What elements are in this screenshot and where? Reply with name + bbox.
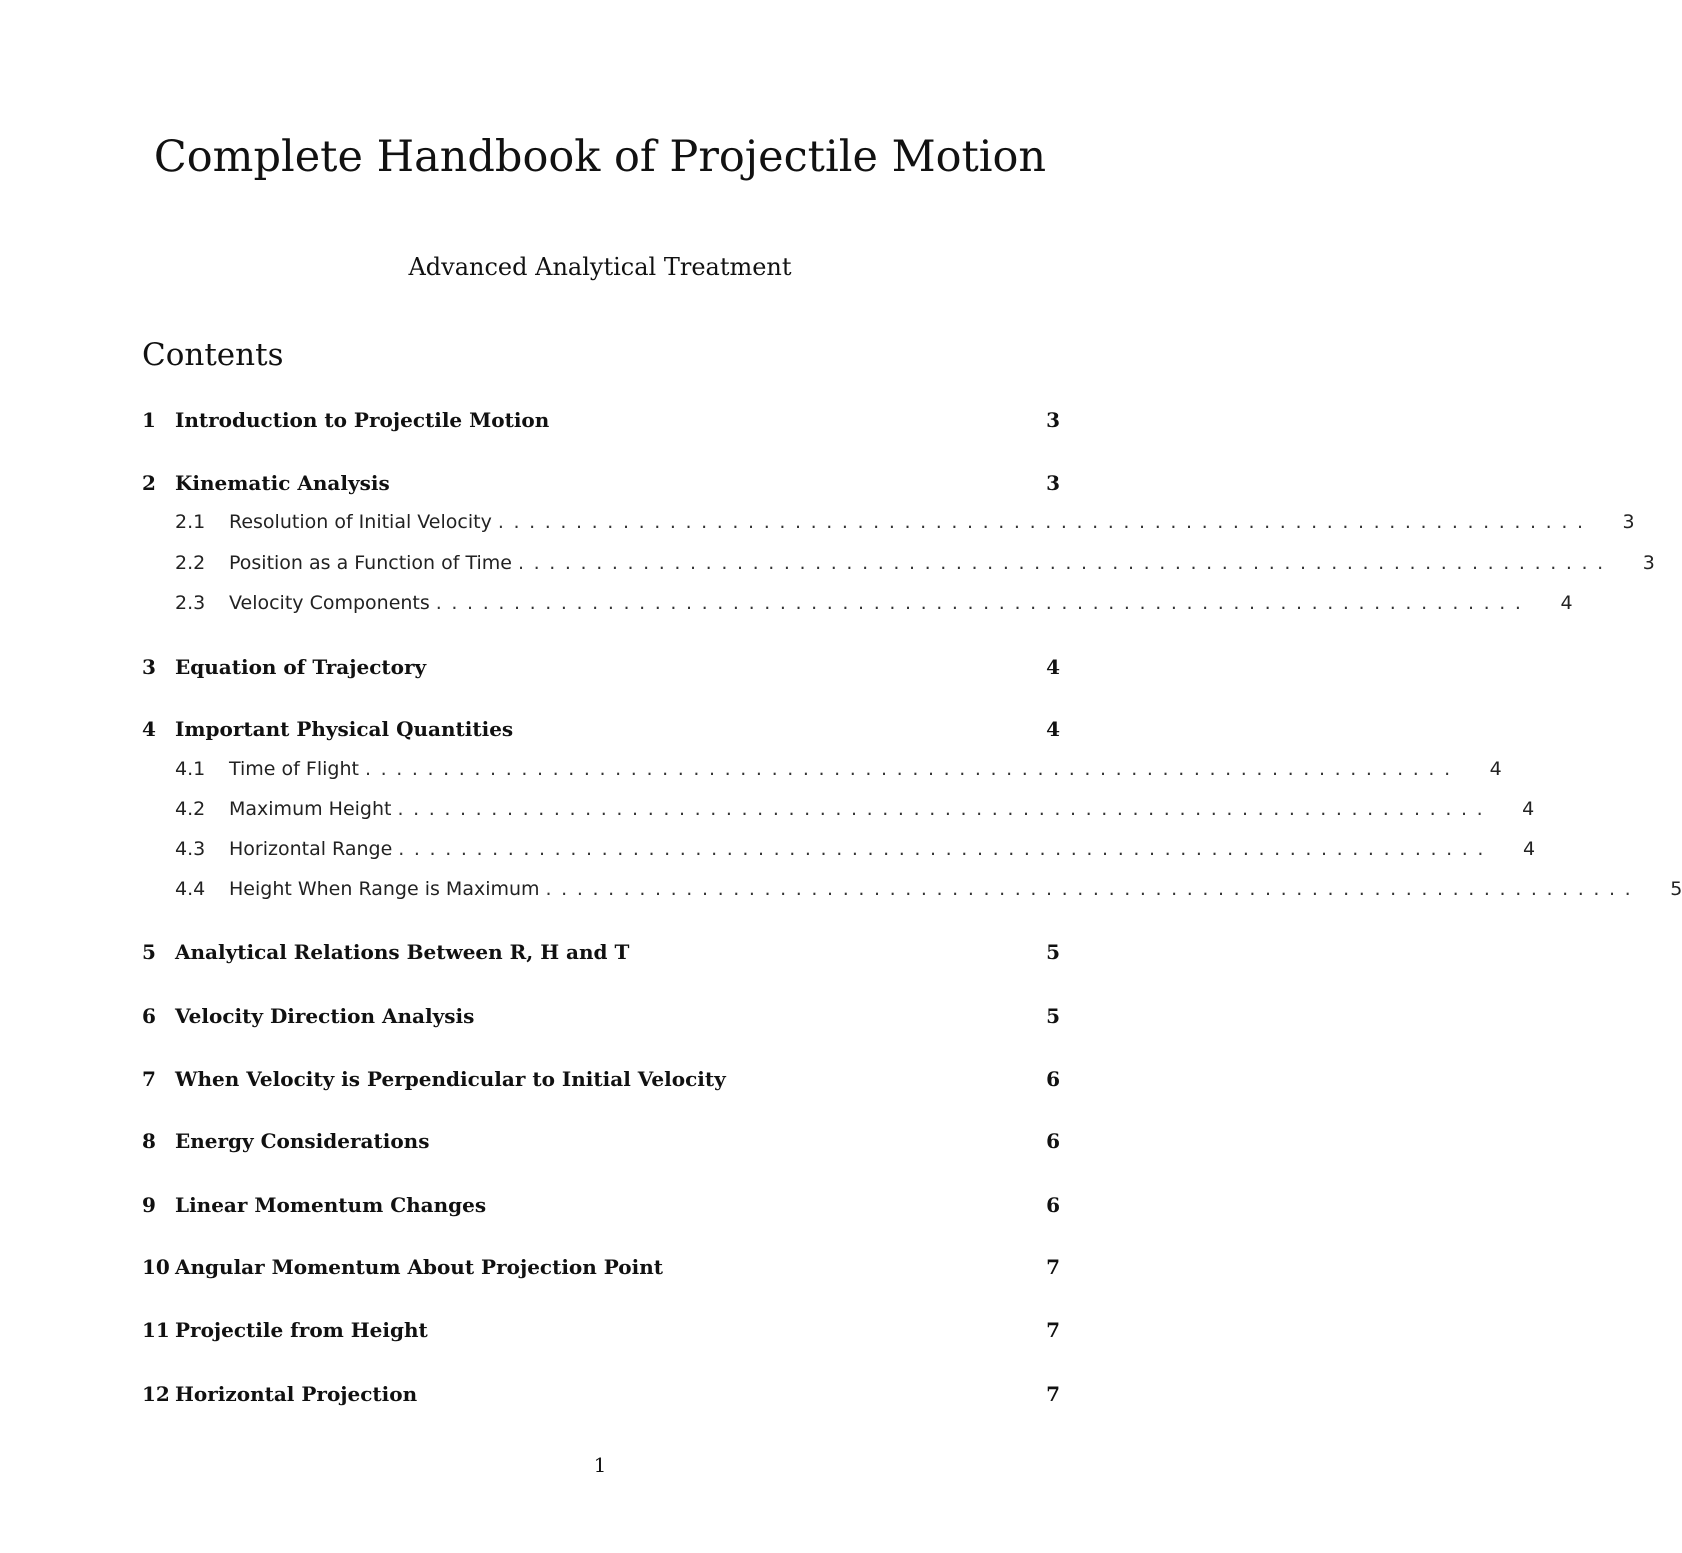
toc-entry-page: 7 (1046, 1382, 1060, 1406)
toc-entry-label: Kinematic Analysis (175, 471, 390, 495)
toc-entry-number: 2.3 (175, 592, 206, 614)
toc-entry-4-1[interactable] (142, 758, 1502, 786)
toc-entry-label: Linear Momentum Changes (175, 1193, 487, 1217)
document-title: Complete Handbook of Projectile Motion (153, 132, 1047, 182)
toc-entry-label: Maximum Height (229, 798, 392, 820)
toc-entry-label: Horizontal Projection (175, 1382, 418, 1406)
toc-entry-page: 4 (1522, 838, 1536, 860)
toc-entry-label: Angular Momentum About Projection Point (175, 1255, 663, 1279)
toc-entry-page: 4 (1560, 592, 1573, 614)
toc-entry-number: 5 (142, 940, 156, 964)
toc-entry-label: Analytical Relations Between R, H and T (175, 940, 630, 964)
contents-heading: Contents (142, 337, 284, 373)
toc-entry-page: 6 (1046, 1067, 1060, 1091)
toc-entry-number: 4.2 (175, 798, 206, 820)
toc-dot-leader: ...................................................................... (398, 838, 1494, 860)
toc-entry-number: 4.1 (175, 758, 206, 780)
page-number: 1 (593, 1453, 607, 1477)
toc-entry-number: 10 (142, 1255, 170, 1279)
toc-entry-3[interactable] (142, 655, 1060, 683)
toc-entry-number: 4.3 (175, 838, 206, 860)
toc-entry-5[interactable] (142, 940, 1060, 968)
toc-entry-8[interactable] (142, 1129, 1060, 1157)
toc-entry-page: 4 (1046, 717, 1060, 741)
toc-entry-6[interactable] (142, 1004, 1060, 1032)
toc-dot-leader: ...................................................................... (518, 552, 1613, 574)
toc-entry-number: 8 (142, 1129, 156, 1153)
toc-entry-2[interactable] (142, 471, 1060, 499)
toc-entry-4[interactable] (142, 717, 1060, 745)
toc-entry-number: 2.1 (175, 511, 206, 533)
toc-entry-label: When Velocity is Perpendicular to Initial Velocity (175, 1067, 726, 1091)
toc-entry-9[interactable] (142, 1193, 1060, 1221)
toc-entry-page: 3 (1046, 408, 1060, 432)
toc-entry-label: Equation of Trajectory (175, 655, 427, 679)
toc-entry-label: Energy Considerations (175, 1129, 430, 1153)
toc-entry-number: 7 (142, 1067, 156, 1091)
toc-entry-label: Resolution of Initial Velocity (229, 511, 492, 533)
toc-entry-7[interactable] (142, 1067, 1060, 1095)
toc-entry-4-4[interactable] (142, 878, 1682, 906)
toc-entry-page: 5 (1046, 1004, 1060, 1028)
toc-entry-number: 4 (142, 717, 156, 741)
toc-entry-page: 7 (1046, 1318, 1060, 1342)
toc-entry-number: 6 (142, 1004, 156, 1028)
toc-entry-page: 4 (1489, 758, 1502, 780)
toc-entry-page: 6 (1046, 1193, 1060, 1217)
toc-entry-4-3[interactable] (142, 838, 1536, 866)
toc-entry-number: 3 (142, 655, 156, 679)
toc-dot-leader: ...................................................................... (364, 758, 1460, 780)
toc-entry-label: Velocity Direction Analysis (175, 1004, 475, 1028)
table-of-contents (142, 0, 1682, 1553)
toc-entry-1[interactable] (142, 408, 1060, 436)
toc-dot-leader: ...................................................................... (397, 798, 1493, 820)
toc-entry-2-2[interactable] (142, 552, 1655, 580)
toc-entry-12[interactable] (142, 1382, 1060, 1410)
toc-entry-label: Projectile from Height (175, 1318, 428, 1342)
toc-entry-label: Important Physical Quantities (175, 717, 514, 741)
toc-entry-number: 11 (142, 1318, 170, 1342)
toc-entry-label: Introduction to Projectile Motion (175, 408, 550, 432)
toc-entry-label: Velocity Components (229, 592, 430, 614)
toc-entry-page: 4 (1522, 798, 1535, 820)
toc-entry-label: Horizontal Range (229, 838, 393, 860)
toc-dot-leader: ...................................................................... (497, 511, 1593, 533)
toc-entry-page: 3 (1622, 511, 1635, 533)
toc-entry-10[interactable] (142, 1255, 1060, 1283)
toc-entry-number: 12 (142, 1382, 170, 1406)
toc-entry-page: 5 (1670, 878, 1682, 900)
toc-entry-page: 4 (1046, 655, 1060, 679)
toc-entry-4-2[interactable] (142, 798, 1535, 826)
toc-entry-page: 6 (1046, 1129, 1060, 1153)
toc-entry-2-3[interactable] (142, 592, 1573, 620)
toc-entry-number: 2 (142, 471, 156, 495)
toc-entry-label: Time of Flight (229, 758, 359, 780)
toc-entry-page: 3 (1046, 471, 1060, 495)
toc-entry-page: 3 (1642, 552, 1655, 574)
document-subtitle: Advanced Analytical Treatment (408, 253, 792, 281)
toc-dot-leader: ...................................................................... (545, 878, 1641, 900)
toc-entry-page: 5 (1046, 940, 1060, 964)
toc-entry-2-1[interactable] (142, 511, 1635, 539)
toc-entry-number: 9 (142, 1193, 156, 1217)
toc-entry-number: 2.2 (175, 552, 206, 574)
toc-entry-label: Position as a Function of Time (229, 552, 512, 574)
toc-entry-number: 4.4 (175, 878, 206, 900)
toc-entry-number: 1 (142, 408, 156, 432)
toc-entry-11[interactable] (142, 1318, 1060, 1346)
toc-dot-leader: ...................................................................... (435, 592, 1531, 614)
toc-entry-page: 7 (1046, 1255, 1060, 1279)
toc-entry-label: Height When Range is Maximum (229, 878, 540, 900)
